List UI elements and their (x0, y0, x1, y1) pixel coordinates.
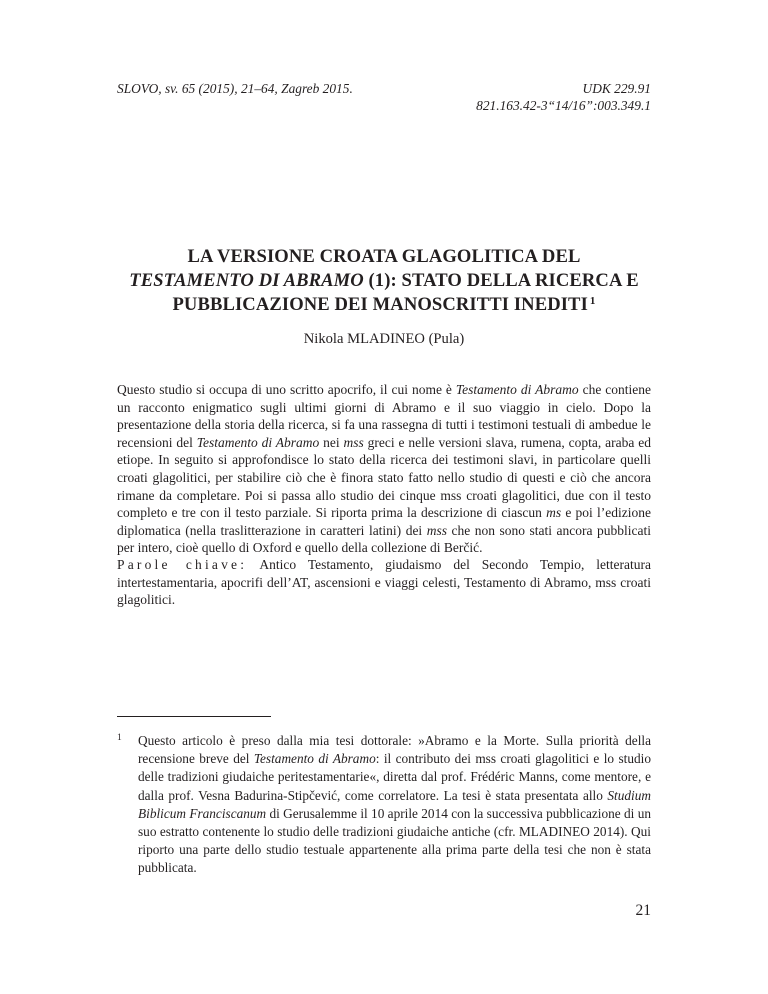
footnote-number: 1 (117, 733, 122, 743)
article-title (100, 245, 668, 317)
footnote (117, 732, 651, 878)
footnote-text-part: : il contributo dei mss croati glagolitici e lo studio delle tradizioni giudaiche peritestamentarie«, diretta dal prof. Frédéric Manns, come mentore, e dalla prof. Vesna Badurina-Stipčević, come correlatore. La tesi è stata presentata allo (138, 751, 652, 803)
page-number: 21 (635, 902, 651, 919)
keywords-text: Antico Testamento, giudaismo del Secondo Tempio, letteratura intertestamentaria, apocrifi dell’AT, ascensioni e viaggi celesti, Testamento di Abramo, mss croati glagolitici. (117, 557, 651, 608)
title-italic-work: TESTAMENTO DI ABRAMO (129, 270, 364, 291)
title-line-3: PUBBLICAZIONE DEI MANOSCRITTI INEDITI (172, 294, 588, 315)
abstract-italic: Testamento di Abramo (455, 382, 579, 397)
title-line-1: LA VERSIONE CROATA GLAGOLITICA DEL (187, 246, 581, 267)
journal-citation: SLOVO, sv. 65 (2015), 21–64, Zagreb 2015. (117, 81, 353, 96)
footnote-divider (117, 716, 271, 717)
footnote-text (138, 732, 651, 878)
title-line-2: (1): STATO DELLA RICERCA E (363, 270, 639, 291)
abstract-italic: ms (546, 505, 562, 521)
keywords-label: Parole chiave: (117, 557, 248, 572)
udk-line-1: UDK 229.91 (582, 81, 651, 96)
abstract (117, 381, 651, 557)
footnote-text-part: Questo articolo è preso dalla mia tesi dottorale: »Abramo e la Morte. Sulla priorità della recensione breve del (138, 733, 651, 767)
footnote-italic: Testamento di Abramo (253, 751, 376, 767)
abstract-italic: mss (343, 434, 364, 450)
footnote-text-part: di Gerusalemme il 10 aprile 2014 con la successiva pubblicazione di un suo estratto contenente lo studio delle tradizioni giudaiche antiche (cfr. MLADINEO 2014). Qui riporto una parte dello studio testuale appartenente alla prima parte della tesi che non è stata pubblicata. (138, 805, 651, 876)
abstract-italic: Testamento di Abramo (196, 434, 320, 450)
abstract-text: che contiene un racconto enigmatico sugli ultimi giorni di Abramo e il suo viaggio in cielo. Dopo la presentazione della storia della ricerca, si fa una rassegna di tutti i testimoni testuali di ambedue le recensioni del (117, 382, 652, 450)
abstract-text: nei (319, 434, 344, 450)
abstract-text: che non sono stati ancora pubblicati per intero, cioè quello di Oxford e quello della collezione di Berčić. (117, 522, 651, 556)
keywords (117, 556, 651, 609)
abstract-italic: mss (426, 522, 447, 538)
abstract-text: greci e nelle versioni slava, rumena, copta, araba ed etiope. In seguito si approfondisce lo stato della ricerca dei testimoni slavi, in particolare quelli croati glagolitici, per stabilire ciò che è finora stato fatto nello studio di questi e ciò che ancora rimane da completare. Poi si passa allo studio dei cinque mss croati glagolitici, due con il testo completo e tre con il testo parziale. Si riporta prima la descrizione di ciascun (117, 434, 651, 521)
abstract-text: Questo studio si occupa di uno scritto apocrifo, il cui nome è (117, 382, 456, 397)
udk-classification (476, 80, 651, 114)
author-line: Nikola MLADINEO (Pula) (303, 331, 465, 347)
udk-line-2: 821.163.42-3“14/16”:003.349.1 (476, 98, 651, 113)
footnote-italic: Studium Biblicum Franciscanum (138, 787, 651, 821)
abstract-text: e poi l’edizione diplomatica (nella traslitterazione in caratteri latini) dei (117, 505, 651, 538)
title-footnote-ref[interactable]: 1 (589, 295, 596, 307)
